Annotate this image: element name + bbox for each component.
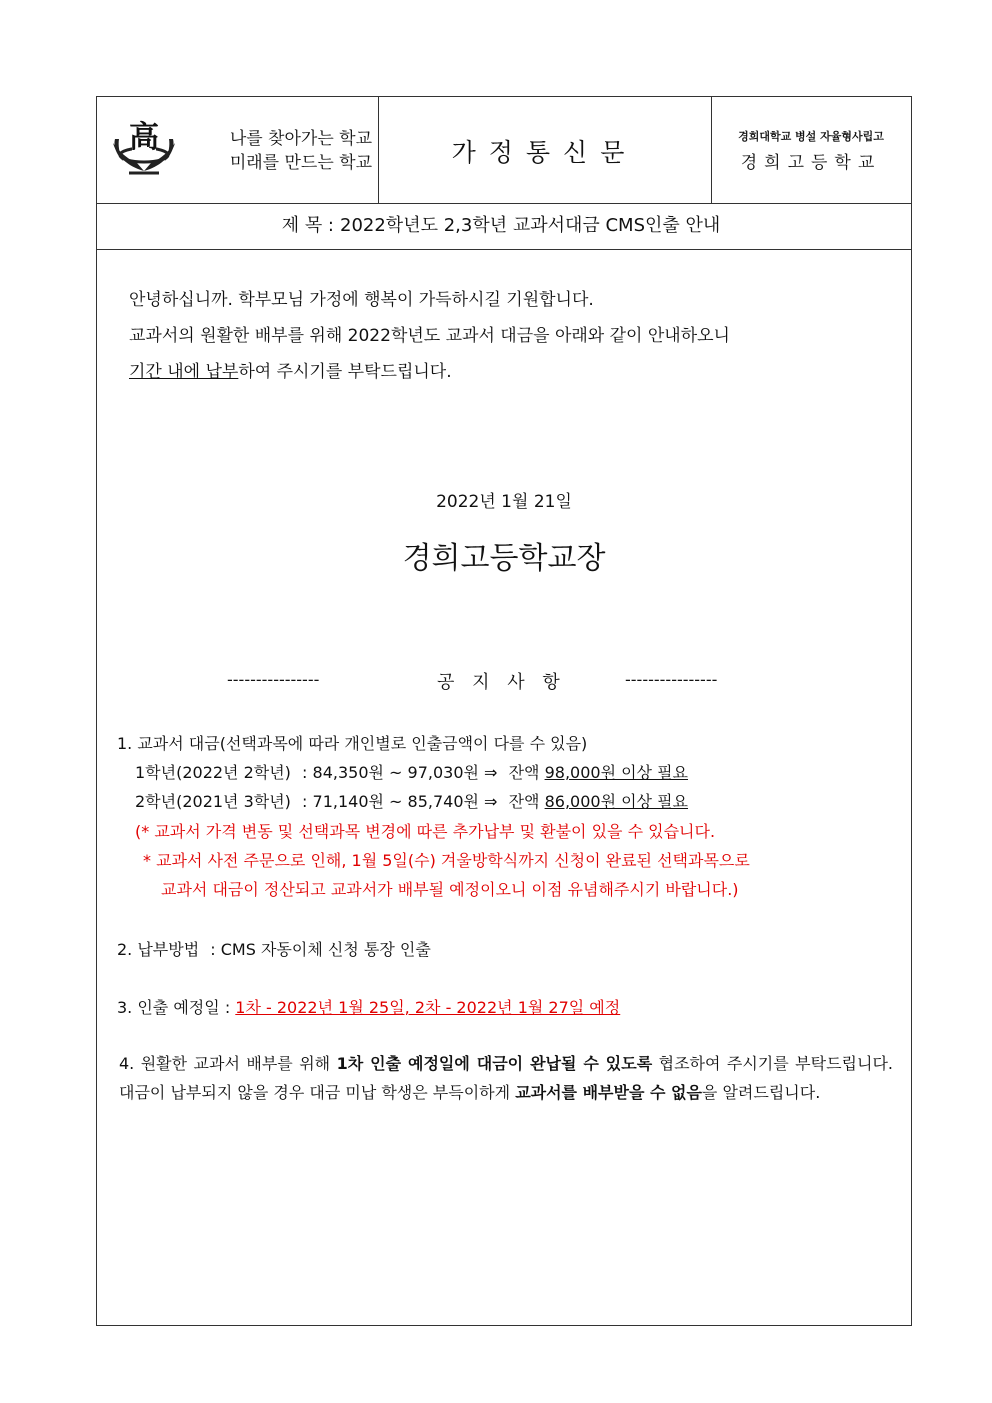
grade1-balance: 98,000원 이상 필요 [544,763,689,782]
issue-date: 2022년 1월 21일 [436,492,572,512]
grade1-balance-label: 잔액 [508,763,540,782]
notice-title: 공 지 사 항 [437,672,566,693]
greeting-line-1: 안녕하십니까. 학부모님 가정에 행복이 가득하시길 기원합니다. [129,290,594,310]
grade1-range: : 84,350원 ~ 97,030원 ⇒ [302,763,498,782]
letter-header [97,97,911,204]
header-right-cell [711,97,911,203]
item2-payment-method [117,937,431,960]
subject-text: 2022학년도 2,3학년 교과서대금 CMS인출 안내 [340,215,721,236]
school-emblem-icon [109,117,179,179]
item4-part-3: 협조하여 주시기를 부탁드립니다. 대금이 납부되지 않을 경우 대금 미납 학생은 부득이하게 [119,1054,894,1102]
grade2-balance: 86,000원 이상 필요 [544,792,689,811]
motto-line-2: 미래를 만드는 학교 [229,153,372,173]
greeting-deadline-emphasis: 기간 내에 납부 [129,362,239,382]
item4-part-5: 을 알려드립니다. [701,1083,821,1102]
school-motto [197,127,372,175]
item1-grade2-row [135,789,688,812]
document-frame [96,96,912,1326]
motto-line-1: 나를 찾아가는 학교 [229,129,372,149]
item3-label: 3. 인출 예정일 [117,998,220,1017]
grade2-label: 2학년(2021년 3학년) [135,792,291,811]
notice-divider-right: ---------------- [625,670,718,689]
grade1-label: 1학년(2022년 2학년) [135,763,291,782]
item4-emphasis-2: 교과서를 배부받을 수 없음 [515,1083,702,1102]
item3-colon: : [224,998,231,1017]
item3-dates: 1차 - 2022년 1월 25일, 2차 - 2022년 1월 27일 예정 [235,998,621,1017]
greeting-line-2: 교과서의 원활한 배부를 위해 2022학년도 교과서 대금을 아래와 같이 안내하오니 [129,326,730,346]
header-left-cell [97,97,379,203]
grade2-balance-label: 잔액 [508,792,540,811]
school-affiliation: 경희대학교 병설 자율형사립고 [738,130,884,143]
emblem-char: 高 [129,120,159,155]
grade2-range: : 71,140원 ~ 85,740원 ⇒ [302,792,498,811]
item1-grade1-row [135,760,688,783]
school-name: 경희고등학교 [740,153,882,173]
item1-heading: 1. 교과서 대금(선택과목에 따라 개인별로 인출금액이 다를 수 있음) [117,734,588,753]
item2-label: 2. 납부방법 [117,940,200,959]
item4-part-1: 4. 원활한 교과서 배부를 위해 [119,1054,337,1073]
item2-text: : CMS 자동이체 신청 통장 인출 [210,940,431,959]
item1-note-1: (* 교과서 가격 변동 및 선택과목 변경에 따른 추가납부 및 환불이 있을 수 있습니다. [135,822,716,841]
item1-note-3: 교과서 대금이 정산되고 교과서가 배부될 예정이오니 이점 유념해주시기 바랍니다.) [161,880,739,899]
greeting-line-3 [129,357,452,382]
item1-note-2: * 교과서 사전 주문으로 인해, 1월 5일(수) 겨울방학식까지 신청이 완료된 선택과목으로 [143,851,750,870]
header-title-cell [378,97,712,203]
greeting-line-3-rest: 하여 주시기를 부탁드립니다. [238,362,452,382]
principal-signature: 경희고등학교장 [402,541,606,576]
subject-label: 제 목 : [281,215,334,236]
notice-divider-left: ---------------- [227,670,320,689]
document-title: 가정통신문 [451,138,638,167]
item3-withdrawal-dates [117,995,620,1018]
subject-row [97,203,911,250]
item4-emphasis-1: 1차 인출 예정일에 대금이 완납될 수 있도록 [336,1054,653,1073]
item4-paragraph [119,1049,893,1107]
